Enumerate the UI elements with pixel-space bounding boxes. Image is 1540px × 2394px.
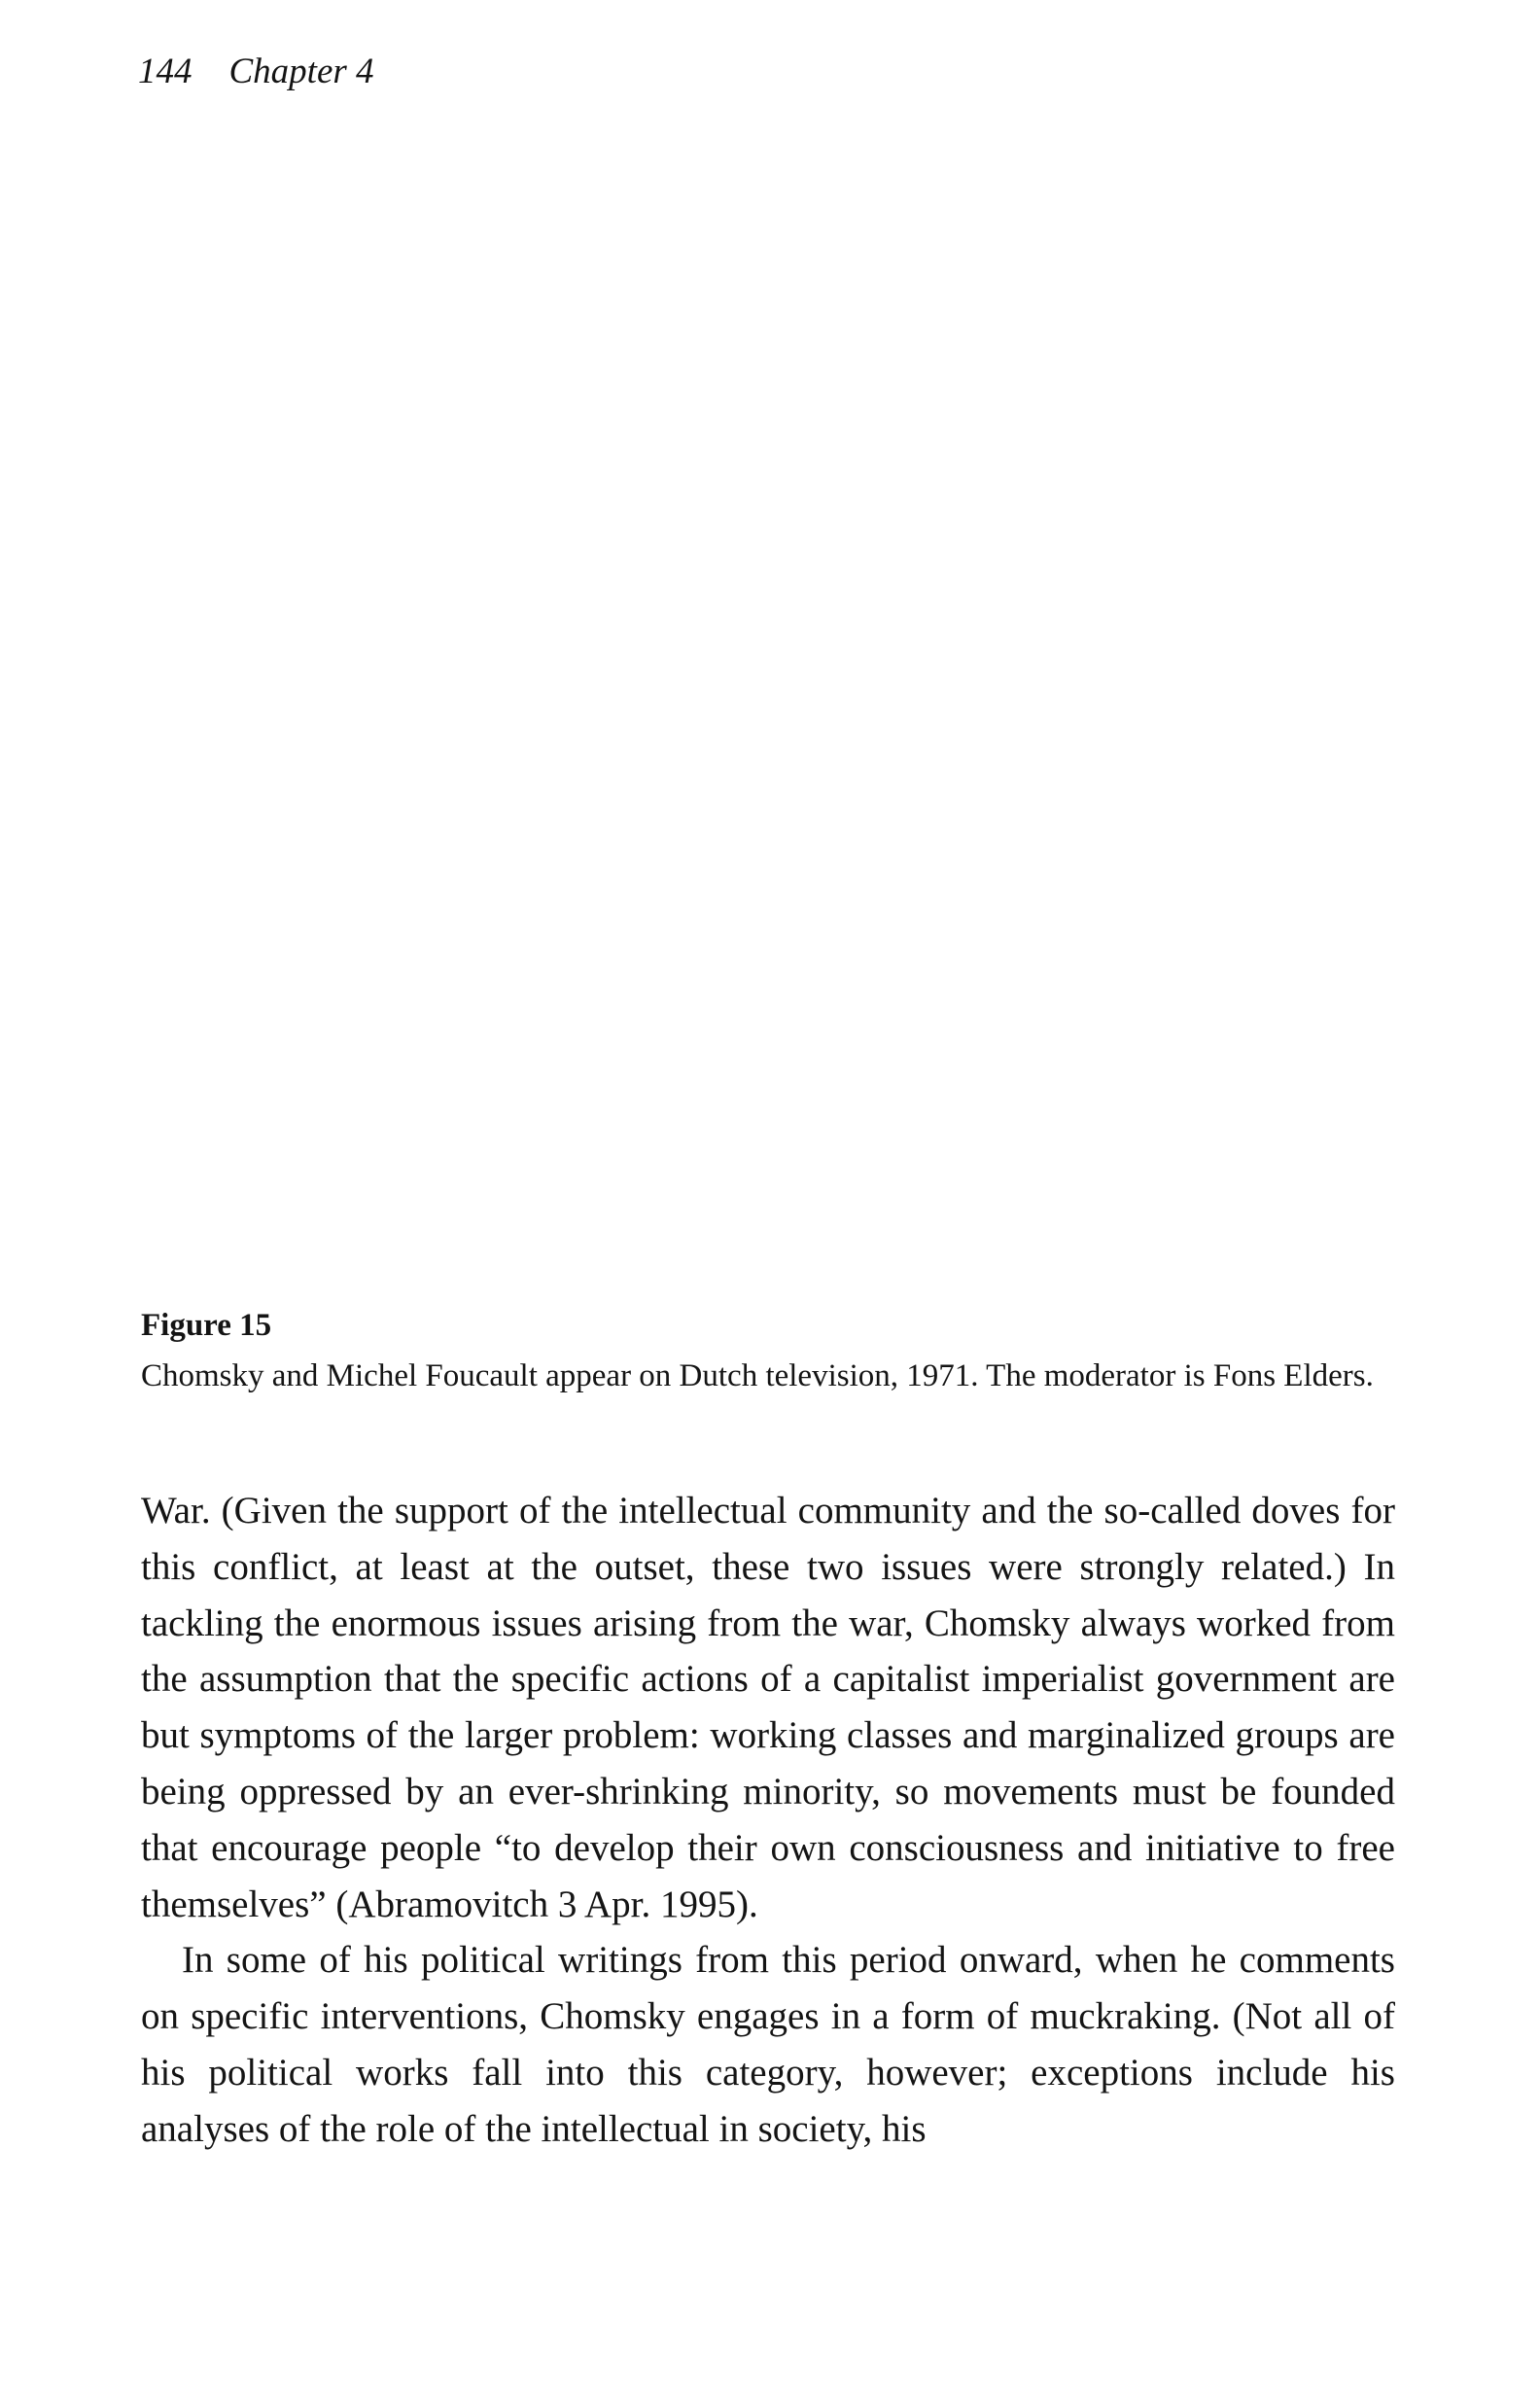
running-header (138, 51, 374, 92)
running-title: Chapter 4 (228, 52, 374, 91)
figure-caption: Chomsky and Michel Foucault appear on Dutch television, 1971. The moderator is Fons Elders. (141, 1358, 1374, 1393)
figure-label: Figure 15 (141, 1308, 272, 1343)
paragraph: In some of his political writings from this period onward, when he comments on specific interventions, Chomsky engages in a form of muckraking. (Not all of his political works fall into this category, however; exceptions include his analyses of the role of the intellectual in society, his (141, 1939, 1395, 2150)
figure-image-area (138, 117, 1402, 1284)
page-number: 144 (138, 52, 192, 91)
paragraph: War. (Given the support of the intellectual community and the so-called doves for this conflict, at least at the outset, these two issues were strongly related.) In tackling the enormous issues arising from the war, Chomsky always worked from the assumption that the specific actions of a capitalist imperialist government are but symptoms of the larger problem: working classes and marginalized groups are being oppressed by an ever-shrinking minority, so movements must be founded that encourage people “to develop their own consciousness and initiative to free themselves” (Abramovitch 3 Apr. 1995). (141, 1490, 1395, 1925)
body-text (141, 1483, 1395, 2158)
